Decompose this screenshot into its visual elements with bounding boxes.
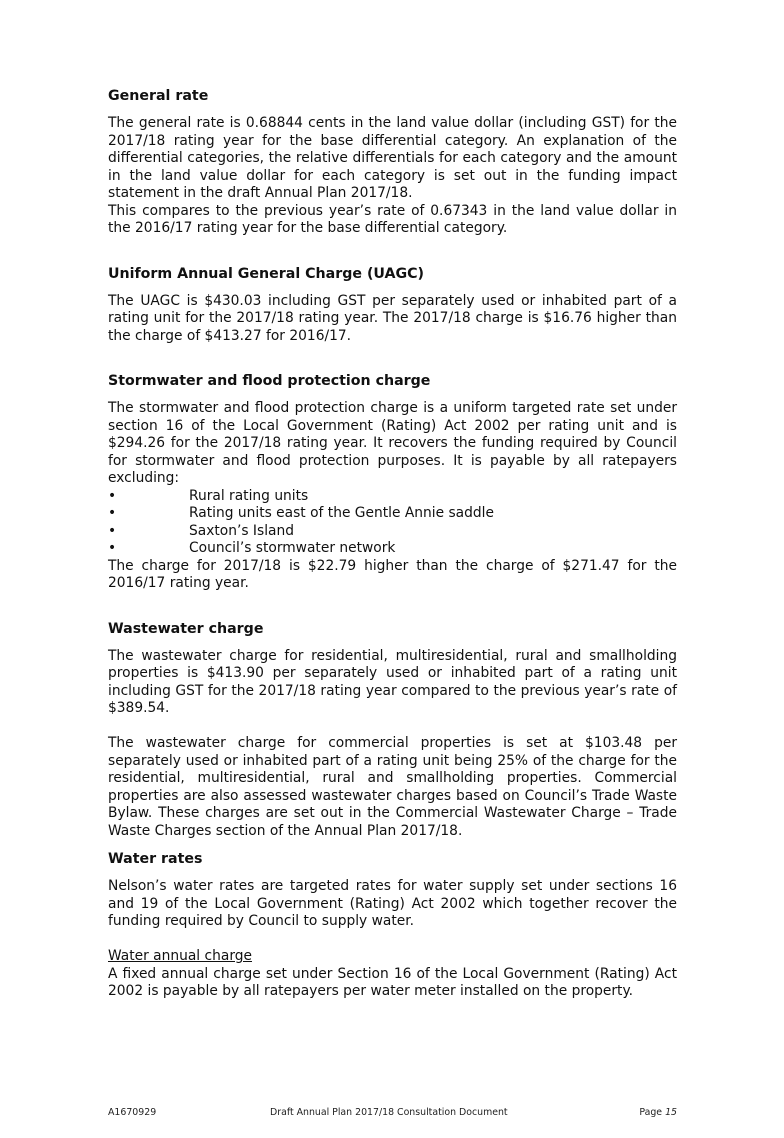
stormwater-paragraph: The stormwater and flood protection charge is a uniform targeted rate set under section 16 of the Local Government (Rating) Act 2002 per rating unit and is $294.26 for the 2017/18 rating year. It recovers the funding required by Council for stormwater and flood protection purposes. It is payable by all ratepayers excluding: bbox=[108, 400, 677, 486]
bullet-icon: • bbox=[108, 505, 117, 521]
heading-wastewater: Wastewater charge bbox=[108, 620, 264, 637]
wastewater-commercial-paragraph: The wastewater charge for commercial properties is set at $103.48 per separately used or inhabited part of a rating unit being 25% of the charge for the residential, multiresidential, rural and smallholding properties. Commercial properties are also assessed wastewater charges based on Council’s Trade Waste Bylaw. These charges are set out in the Commercial Wastewater Charge – Trade Waste Charges section of the Annual Plan 2017/18. bbox=[108, 735, 677, 839]
general-rate-comparison: This compares to the previous year’s rate of 0.67343 in the land value dollar in the 2016/17 rating year for the base differential category. bbox=[108, 202, 677, 236]
uagc-paragraph: The UAGC is $430.03 including GST per separately used or inhabited part of a rating unit for the 2017/18 rating year. The 2017/18 charge is $16.76 higher than the charge of $413.27 for 2016/17. bbox=[108, 292, 677, 344]
wastewater-residential-paragraph: The wastewater charge for residential, multiresidential, rural and smallholding properties is $413.90 per separately used or inhabited part of a rating unit including GST for the 2017/18 rating year compared to the previous year’s rate of $389.54. bbox=[108, 647, 677, 716]
heading-stormwater: Stormwater and flood protection charge bbox=[108, 373, 431, 389]
footer-page: Page 15 bbox=[639, 1107, 677, 1118]
heading-water-rates: Water rates bbox=[108, 851, 203, 867]
list-item: • Rural rating units bbox=[108, 487, 309, 504]
footer-title: Draft Annual Plan 2017/18 Consultation Document bbox=[270, 1107, 508, 1118]
heading-uagc: Uniform Annual General Charge (UAGC) bbox=[108, 265, 425, 282]
water-annual-charge-paragraph: A fixed annual charge set under Section 16 of the Local Government (Rating) Act 2002 is payable by all ratepayers per water meter installed on the property. bbox=[108, 965, 677, 999]
bullet-icon: • bbox=[108, 540, 117, 556]
stormwater-comparison: The charge for 2017/18 is $22.79 higher than the charge of $271.47 for the 2016/17 rating year. bbox=[108, 557, 677, 591]
stormwater-exclusions-list bbox=[108, 488, 677, 558]
page-number: 15 bbox=[665, 1107, 677, 1118]
footer-doc-id: A1670929 bbox=[108, 1107, 157, 1118]
heading-general-rate: General rate bbox=[108, 88, 209, 104]
water-rates-paragraph: Nelson’s water rates are targeted rates for water supply set under sections 16 and 19 of the Local Government (Rating) Act 2002 which together recover the funding required by Council to supply water. bbox=[108, 878, 677, 929]
general-rate-paragraph: The general rate is 0.68844 cents in the land value dollar (including GST) for the 2017/18 rating year for the base differential category. An explanation of the differential categories, the relative differentials for each category and the amount in the land value dollar for each category is set out in the funding impact statement in the draft Annual Plan 2017/18. bbox=[108, 115, 677, 201]
list-item: • Saxton’s Island bbox=[108, 522, 294, 539]
water-annual-charge-subheading: Water annual charge bbox=[108, 948, 252, 964]
bullet-icon: • bbox=[108, 487, 117, 504]
list-item: • Council’s stormwater network bbox=[108, 540, 396, 556]
bullet-icon: • bbox=[108, 522, 117, 539]
document-page bbox=[108, 86, 677, 1001]
list-item: • Rating units east of the Gentle Annie saddle bbox=[108, 505, 494, 521]
page-footer bbox=[108, 1107, 677, 1121]
